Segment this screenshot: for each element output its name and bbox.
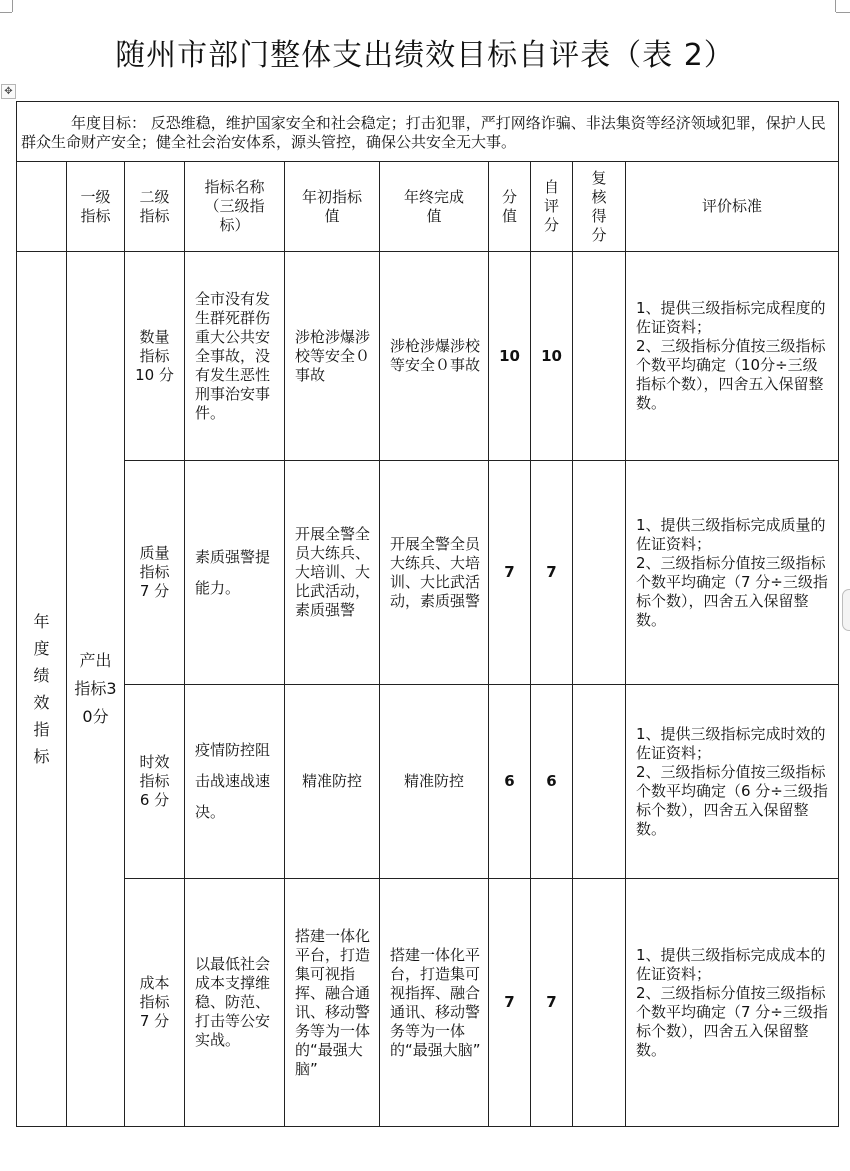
table-row — [17, 685, 839, 879]
initial-value-cell: 涉枪涉爆涉校等安全０事故 — [285, 252, 380, 461]
self-score-cell: 7 — [531, 461, 573, 685]
self-score-cell: 7 — [531, 879, 573, 1127]
header-blank — [17, 162, 67, 252]
self-score-cell: 10 — [531, 252, 573, 461]
goal-row — [17, 102, 839, 162]
level2-cell: 时效 指标 6 分 — [125, 685, 185, 879]
review-score-cell — [573, 685, 626, 879]
self-score-cell: 6 — [531, 685, 573, 879]
indicator-name-cell: 疫情防控阻击战速战速决。 — [185, 685, 285, 879]
score-cell: 6 — [489, 685, 531, 879]
table-move-handle-icon[interactable]: ✥ — [1, 84, 16, 99]
evaluation-table — [16, 101, 839, 1127]
header-initial-value: 年初指标 值 — [285, 162, 380, 252]
header-criteria: 评价标准 — [626, 162, 839, 252]
initial-value-cell: 精准防控 — [285, 685, 380, 879]
score-cell: 10 — [489, 252, 531, 461]
header-row — [17, 162, 839, 252]
score-cell: 7 — [489, 461, 531, 685]
final-value-cell: 涉枪涉爆涉校等安全０事故 — [380, 252, 489, 461]
indicator-name-cell: 全市没有发生群死群伤重大公共安全事故，没有发生恶性刑事治安事件。 — [185, 252, 285, 461]
review-score-cell — [573, 252, 626, 461]
initial-value-cell: 开展全警全员大练兵、大培训、大比武活动，素质强警 — [285, 461, 380, 685]
level1-label: 产出指标30分 — [74, 651, 117, 726]
level2-cell: 成本 指标 7 分 — [125, 879, 185, 1127]
header-level1: 一级 指标 — [67, 162, 125, 252]
indicator-name-cell: 以最低社会成本支撑维稳、防范、打击等公安实战。 — [185, 879, 285, 1127]
review-score-cell — [573, 879, 626, 1127]
crop-mark — [835, 0, 836, 12]
header-level2: 二级 指标 — [125, 162, 185, 252]
header-indicator-name: 指标名称 （三级指 标） — [185, 162, 285, 252]
criteria-cell: 1、提供三级指标完成质量的佐证资料； 2、三级指标分值按三级指标个数平均确定（7 分÷三级指标个数），四舍五入保留整数。 — [626, 461, 839, 685]
criteria-cell: 1、提供三级指标完成程度的佐证资料； 2、三级指标分值按三级指标个数平均确定（10分÷三级指标个数），四舍五入保留整数。 — [626, 252, 839, 461]
level2-cell: 质量 指标 7 分 — [125, 461, 185, 685]
score-cell: 7 — [489, 879, 531, 1127]
table-row — [17, 879, 839, 1127]
header-final-value: 年终完成 值 — [380, 162, 489, 252]
annual-goal-cell — [17, 102, 839, 162]
header-review-score: 复 核 得 分 — [573, 162, 626, 252]
review-score-cell — [573, 461, 626, 685]
annual-goal-text: 年度目标： 反恐维稳，维护国家安全和社会稳定；打击犯罪，严打网络诈骗、非法集资等经济领域犯罪，保护人民群众生命财产安全；健全社会治安体系，源头管控，确保公共安全无大事。 — [21, 113, 826, 151]
final-value-cell: 搭建一体化平台，打造集可视指挥、融合通讯、移动警务等为一体的“最强大脑” — [380, 879, 489, 1127]
crop-mark — [836, 12, 850, 13]
table-row — [17, 461, 839, 685]
level2-cell: 数量 指标 10 分 — [125, 252, 185, 461]
final-value-cell: 精准防控 — [380, 685, 489, 879]
document-title: 随州市部门整体支出绩效目标自评表（表 2） — [115, 38, 735, 73]
level1-cell — [67, 252, 125, 1127]
criteria-cell: 1、提供三级指标完成成本的佐证资料； 2、三级指标分值按三级指标个数平均确定（7 分÷三级指标个数），四舍五入保留整数。 — [626, 879, 839, 1127]
indicator-name-cell: 素质强警提能力。 — [185, 461, 285, 685]
criteria-cell: 1、提供三级指标完成时效的佐证资料； 2、三级指标分值按三级指标个数平均确定（6 分÷三级指标个数），四舍五入保留整数。 — [626, 685, 839, 879]
header-self-score: 自 评 分 — [531, 162, 573, 252]
table-row — [17, 252, 839, 461]
table-resize-tab[interactable] — [842, 589, 850, 631]
header-score: 分 值 — [489, 162, 531, 252]
crop-mark — [0, 12, 12, 13]
group-label-cell — [17, 252, 67, 1127]
crop-mark — [12, 0, 13, 12]
initial-value-cell: 搭建一体化平台，打造集可视指挥、融合通讯、移动警务等为一体的“最强大脑” — [285, 879, 380, 1127]
group-label: 年度绩效指标 — [33, 612, 50, 766]
final-value-cell: 开展全警全员大练兵、大培训、大比武活动，素质强警 — [380, 461, 489, 685]
